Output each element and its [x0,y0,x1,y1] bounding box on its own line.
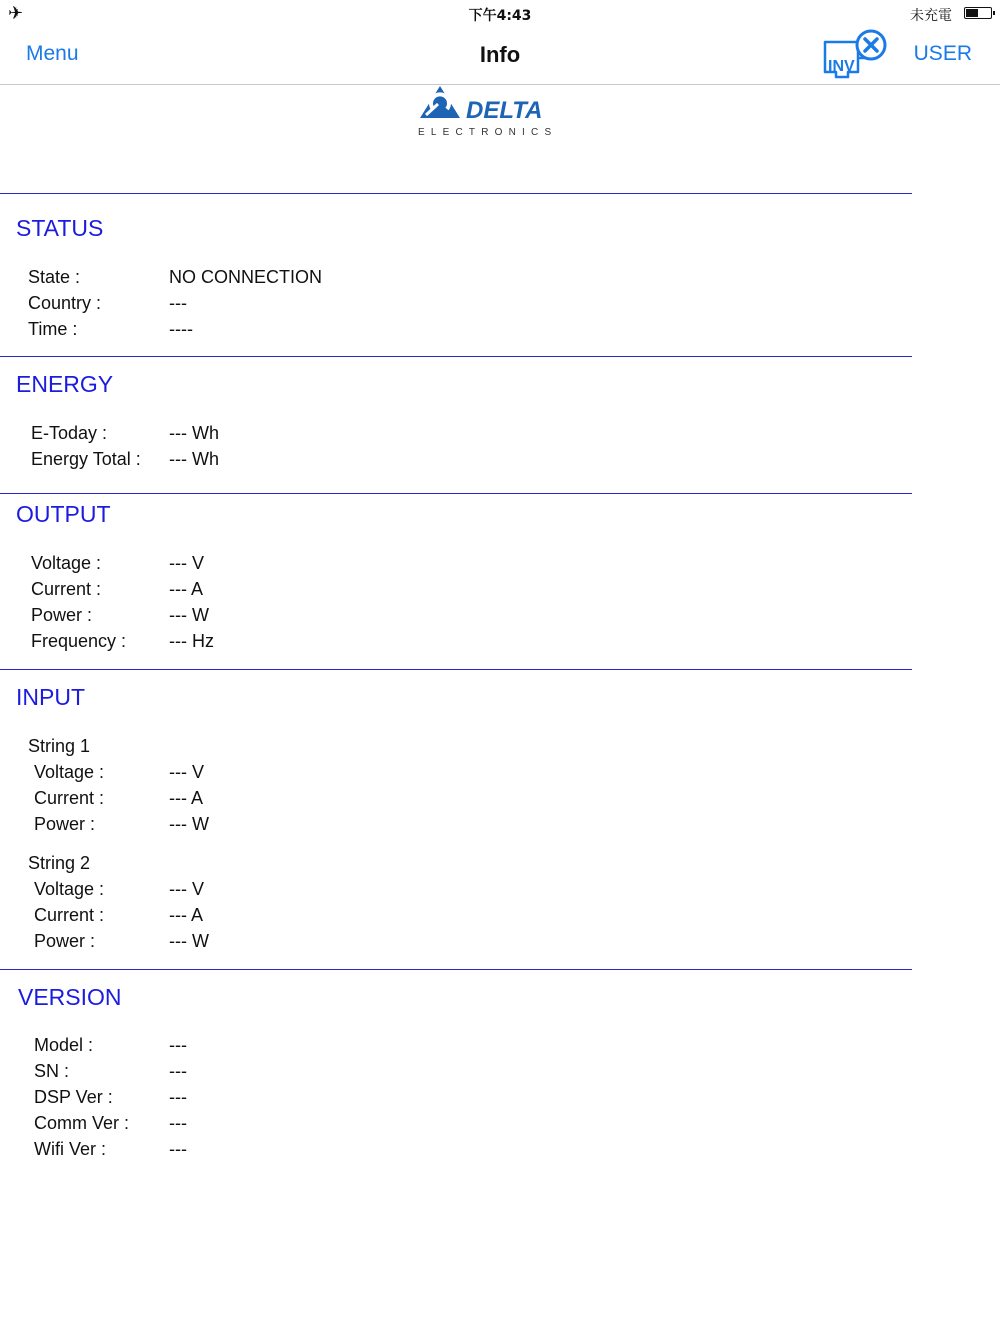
output-frequency-label: Frequency : [31,631,127,651]
user-button[interactable]: USER [913,42,972,65]
model-value: --- [169,1035,187,1055]
country-label: Country : [28,293,102,313]
charge-status: 未充電 [910,8,952,24]
string-2-voltage-value: --- V [169,879,204,899]
string-2-power-label: Power : [34,931,96,951]
time-label: Time : [28,319,78,339]
status-time: 下午4:43 [468,8,532,24]
output-current-label: Current : [31,579,102,599]
airplane-mode-icon: ✈ [8,3,24,23]
string-1-power-label: Power : [34,814,96,834]
string-2-voltage-label: Voltage : [34,879,105,899]
section-divider [0,969,912,970]
inverter-disconnected-icon [820,28,890,84]
output-power-value: --- W [169,605,209,625]
inverter-disconnected-button[interactable] [820,28,890,84]
string-2-label: String 2 [28,853,91,873]
state-label: State : [28,267,81,287]
output-section-title: OUTPUT [16,501,111,527]
status-bar [0,0,1000,28]
energy-total-value: --- Wh [169,449,219,469]
navigation-bar [0,28,1000,85]
string-2-power-value: --- W [169,931,209,951]
delta-electronics-logo [416,82,552,142]
status-section-title: STATUS [16,215,104,241]
page-title: Info [479,42,521,67]
e-today-value: --- Wh [169,423,219,443]
wifi-ver-label: Wifi Ver : [34,1139,107,1159]
energy-total-label: Energy Total : [31,449,141,469]
output-voltage-label: Voltage : [31,553,102,573]
output-voltage-value: --- V [169,553,204,573]
inv-label: INV [828,58,855,75]
string-1-voltage-label: Voltage : [34,762,105,782]
string-2-current-label: Current : [34,905,105,925]
output-power-label: Power : [31,605,93,625]
svg-text:ELECTRONICS: ELECTRONICS [418,127,552,138]
wifi-ver-value: --- [169,1139,187,1159]
section-divider [0,669,912,670]
section-divider [0,356,912,357]
string-1-current-label: Current : [34,788,105,808]
sn-value: --- [169,1061,187,1081]
energy-section-title: ENERGY [16,371,114,397]
string-1-current-value: --- A [169,788,203,808]
country-value: --- [169,293,187,313]
comm-ver-value: --- [169,1113,187,1133]
string-2-current-value: --- A [169,905,203,925]
battery-icon [964,7,992,19]
input-section-title: INPUT [16,684,85,710]
version-section-title: VERSION [18,984,122,1010]
svg-text:DELTA: DELTA [466,97,543,124]
output-current-value: --- A [169,579,203,599]
string-1-voltage-value: --- V [169,762,204,782]
section-divider [0,193,912,194]
dsp-ver-label: DSP Ver : [34,1087,113,1107]
menu-button[interactable]: Menu [26,42,79,65]
string-1-power-value: --- W [169,814,209,834]
time-value: ---- [169,319,193,339]
e-today-label: E-Today : [31,423,108,443]
dsp-ver-value: --- [169,1087,187,1107]
section-divider [0,493,912,494]
string-1-label: String 1 [28,736,91,756]
state-value: NO CONNECTION [169,267,322,287]
comm-ver-label: Comm Ver : [34,1113,130,1133]
sn-label: SN : [34,1061,70,1081]
model-label: Model : [34,1035,94,1055]
output-frequency-value: --- Hz [169,631,214,651]
